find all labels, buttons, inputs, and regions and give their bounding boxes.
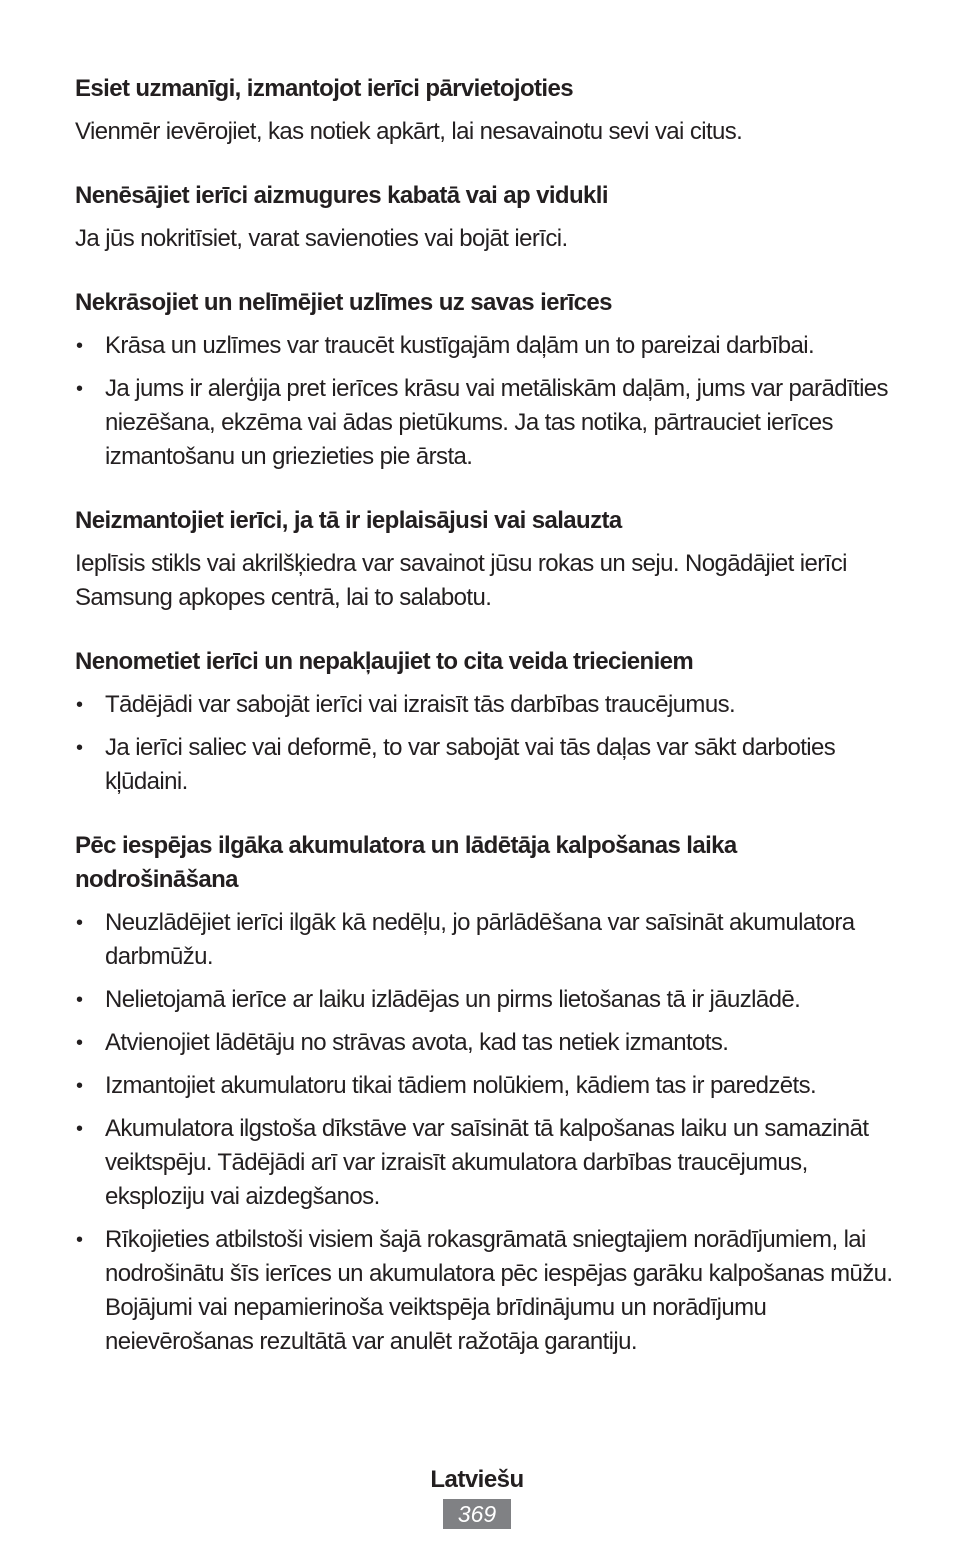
- list-item: • Ja jums ir alerģija pret ierīces krāsu vai metāliskām daļām, jums var parādīties niezēšana, ekzēma vai ādas pietūkums. Ja tas notika, pārtrauciet ierīces izmantošanu un griezieties pie ārsta.: [75, 372, 895, 474]
- section-cracked-device: [75, 504, 895, 615]
- list-item: • Rīkojieties atbilstoši visiem šajā rokasgrāmatā sniegtajiem norādījumiem, lai nodrošinātu šīs ierīces un akumulatora pēc iespējas garāku kalpošanas mūžu. Bojājumi vai nepamierinoša veiktspēja brīdinājumu un norādījumu neievērošanas rezultātā var anulēt ražotāja garantiju.: [75, 1223, 895, 1359]
- section-drop-impact: [75, 645, 895, 799]
- list-item: • Nelietojamā ierīce ar laiku izlādējas un pirms lietošanas tā ir jāuzlādē.: [75, 983, 895, 1017]
- section-heading: Pēc iespējas ilgāka akumulatora un lādētāja kalpošanas laika nodrošināšana: [75, 832, 737, 893]
- list-item: • Izmantojiet akumulatoru tikai tādiem nolūkiem, kādiem tas ir paredzēts.: [75, 1069, 895, 1103]
- list-item: • Ja ierīci saliec vai deformē, to var sabojāt vai tās daļas var sākt darboties kļūdaini.: [75, 731, 895, 799]
- section-paint-stickers: [75, 286, 895, 474]
- section-heading: Neizmantojiet ierīci, ja tā ir ieplaisājusi vai salauzta: [75, 507, 622, 534]
- section-heading: Nenēsājiet ierīci aizmugures kabatā vai ap vidukli: [75, 182, 608, 209]
- list-item: • Krāsa un uzlīmes var traucēt kustīgajām daļām un to pareizai darbībai.: [75, 329, 895, 363]
- bullet-list: [75, 906, 895, 1359]
- document-body: [75, 72, 895, 1389]
- list-item: • Neuzlādējiet ierīci ilgāk kā nedēļu, jo pārlādēšana var saīsināt akumulatora darbmūžu.: [75, 906, 895, 974]
- page-footer: [0, 1463, 954, 1529]
- section-heading: Nenometiet ierīci un nepakļaujiet to cita veida triecieniem: [75, 648, 694, 675]
- section-heading: Esiet uzmanīgi, izmantojot ierīci pārvietojoties: [75, 75, 573, 102]
- section-back-pocket: [75, 179, 895, 256]
- section-paragraph: Vienmēr ievērojiet, kas notiek apkārt, lai nesavainotu sevi vai citus.: [75, 118, 743, 145]
- section-battery-life: [75, 829, 895, 1359]
- footer-language: Latviešu: [430, 1466, 524, 1493]
- list-item: • Atvienojiet lādētāju no strāvas avota, kad tas netiek izmantots.: [75, 1026, 895, 1060]
- section-heading: Nekrāsojiet un nelīmējiet uzlīmes uz savas ierīces: [75, 289, 612, 316]
- section-paragraph: Ieplīsis stikls vai akrilšķiedra var savainot jūsu rokas un seju. Nogādājiet ierīci Samsung apkopes centrā, lai to salabotu.: [75, 550, 847, 611]
- section-moving-use: [75, 72, 895, 149]
- page-number: 369: [443, 1499, 511, 1529]
- bullet-list: [75, 688, 895, 799]
- section-paragraph: Ja jūs nokritīsiet, varat savienoties vai bojāt ierīci.: [75, 225, 568, 252]
- list-item: • Akumulatora ilgstoša dīkstāve var saīsināt tā kalpošanas laiku un samazināt veiktspēju. Tādējādi arī var izraisīt akumulatora darbības traucējumus, eksploziju vai aizdegšanos.: [75, 1112, 895, 1214]
- bullet-list: [75, 329, 895, 474]
- list-item: • Tādējādi var sabojāt ierīci vai izraisīt tās darbības traucējumus.: [75, 688, 895, 722]
